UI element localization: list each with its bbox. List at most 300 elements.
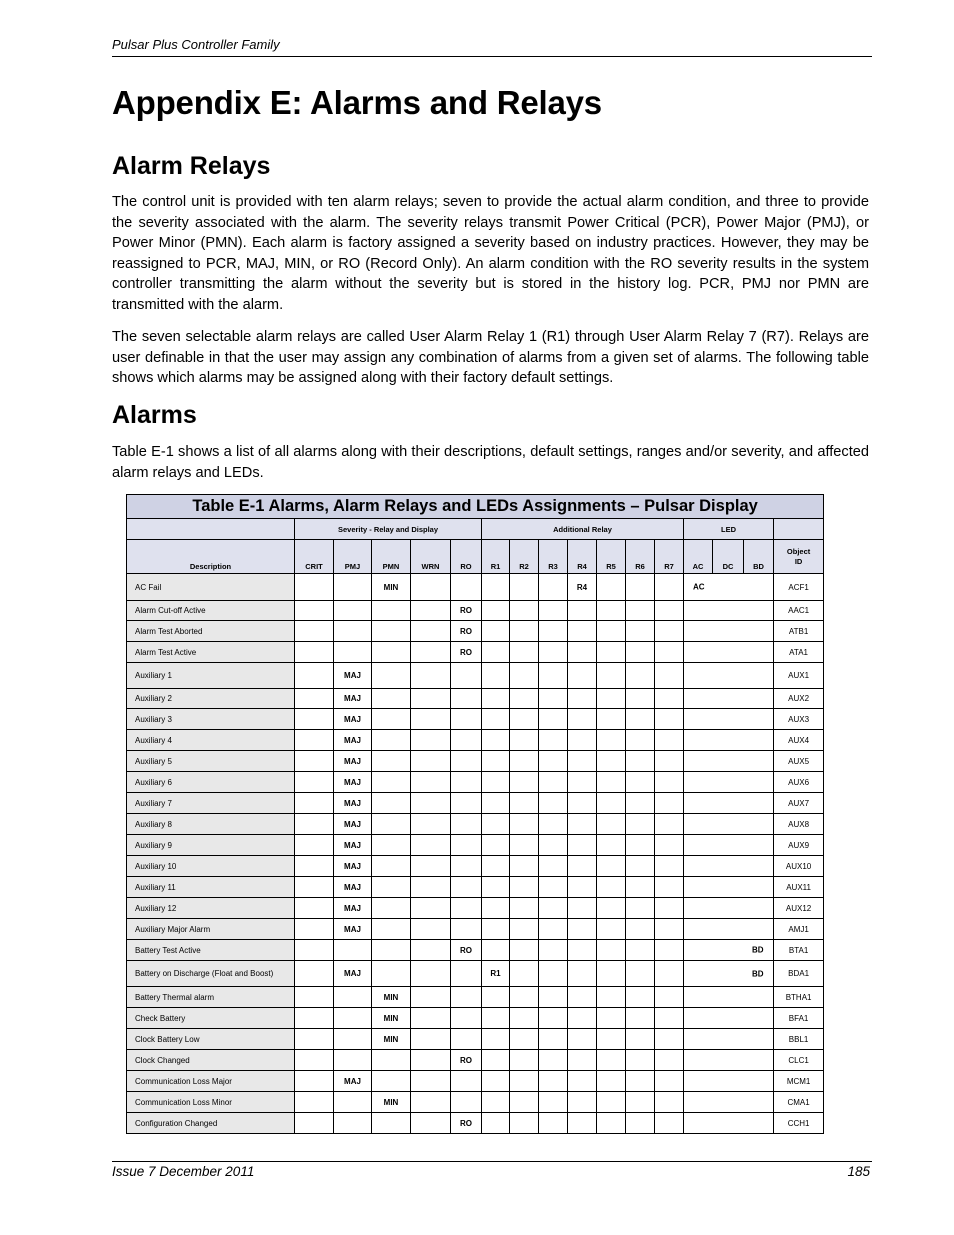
cell-r5 (597, 1050, 626, 1071)
cell-r4 (568, 663, 597, 689)
cell-r7 (655, 961, 684, 987)
cell-r4 (568, 621, 597, 642)
cell-pmj (334, 1113, 372, 1134)
cell-crit (295, 1008, 334, 1029)
cell-led (684, 663, 774, 689)
cell-r4 (568, 1113, 597, 1134)
cell-r2 (510, 1113, 539, 1134)
cell-r6 (626, 751, 655, 772)
cell-wrn (411, 621, 451, 642)
object-id: ATB1 (774, 621, 824, 642)
issue-date: Issue 7 December 2011 (112, 1164, 255, 1179)
cell-led (684, 919, 774, 940)
cell-crit (295, 814, 334, 835)
cell-led (684, 642, 774, 663)
alarms-paragraph: Table E-1 shows a list of all alarms along with their descriptions, default settings, ranges and/or severity, and affected alarm relays and LEDs. (112, 444, 869, 481)
cell-wrn (411, 1113, 451, 1134)
cell-crit (295, 751, 334, 772)
table-row (127, 1050, 824, 1071)
cell-pmn (372, 689, 411, 709)
cell-led (684, 601, 774, 621)
object-id: BDA1 (774, 961, 824, 987)
alarm-description: Clock Battery Low (127, 1029, 295, 1050)
cell-pmn: MIN (372, 1008, 411, 1029)
cell-r6 (626, 1113, 655, 1134)
cell-crit (295, 621, 334, 642)
cell-led (684, 877, 774, 898)
cell-pmj (334, 987, 372, 1008)
cell-ro (451, 898, 482, 919)
col-r7: R7 (655, 540, 684, 574)
cell-r1 (482, 940, 510, 961)
cell-r5 (597, 574, 626, 601)
cell-crit (295, 940, 334, 961)
alarm-description: Battery Test Active (127, 940, 295, 961)
cell-r3 (539, 751, 568, 772)
cell-ro (451, 877, 482, 898)
cell-wrn (411, 919, 451, 940)
cell-crit (295, 793, 334, 814)
cell-ro: RO (451, 1113, 482, 1134)
object-id: AUX8 (774, 814, 824, 835)
cell-led (684, 898, 774, 919)
col-pmn: PMN (372, 540, 411, 574)
cell-pmj (334, 1029, 372, 1050)
cell-r2 (510, 940, 539, 961)
cell-wrn (411, 961, 451, 987)
cell-r6 (626, 574, 655, 601)
cell-wrn (411, 1050, 451, 1071)
cell-crit (295, 663, 334, 689)
cell-led (684, 1113, 774, 1134)
cell-led (684, 772, 774, 793)
cell-ro (451, 961, 482, 987)
cell-r4 (568, 835, 597, 856)
cell-r5 (597, 1113, 626, 1134)
cell-r1: R1 (482, 961, 510, 987)
cell-r4 (568, 940, 597, 961)
alarm-description: Clock Changed (127, 1050, 295, 1071)
cell-r1 (482, 574, 510, 601)
cell-r4 (568, 1092, 597, 1113)
cell-r7 (655, 987, 684, 1008)
table-row (127, 663, 824, 689)
cell-pmn (372, 642, 411, 663)
cell-r3 (539, 856, 568, 877)
alarm-description: Auxiliary 4 (127, 730, 295, 751)
cell-pmj: MAJ (334, 1071, 372, 1092)
cell-ro (451, 1029, 482, 1050)
cell-r6 (626, 940, 655, 961)
cell-wrn (411, 835, 451, 856)
cell-wrn (411, 601, 451, 621)
page-header (112, 36, 872, 57)
led-group-header: LED (684, 519, 774, 540)
object-id: AAC1 (774, 601, 824, 621)
cell-r2 (510, 663, 539, 689)
cell-pmn (372, 1113, 411, 1134)
alarm-description: Auxiliary 12 (127, 898, 295, 919)
cell-r6 (626, 1008, 655, 1029)
cell-r7 (655, 642, 684, 663)
cell-ro (451, 663, 482, 689)
cell-ro (451, 856, 482, 877)
cell-ro (451, 1008, 482, 1029)
cell-r5 (597, 898, 626, 919)
cell-pmn (372, 940, 411, 961)
col-description: Description (127, 540, 295, 574)
table-row (127, 1008, 824, 1029)
cell-r3 (539, 1071, 568, 1092)
cell-r3 (539, 772, 568, 793)
col-r4: R4 (568, 540, 597, 574)
page-title: Appendix E: Alarms and Relays (112, 84, 602, 121)
cell-r1 (482, 1113, 510, 1134)
object-id: AUX6 (774, 772, 824, 793)
column-header-row (127, 540, 824, 574)
cell-ro (451, 814, 482, 835)
cell-pmj: MAJ (334, 919, 372, 940)
cell-r7 (655, 709, 684, 730)
cell-r4 (568, 772, 597, 793)
cell-r6 (626, 663, 655, 689)
cell-crit (295, 709, 334, 730)
cell-pmn (372, 751, 411, 772)
alarm-description: Communication Loss Major (127, 1071, 295, 1092)
severity-group-header: Severity - Relay and Display (295, 519, 482, 540)
relay-group-header: Additional Relay (482, 519, 684, 540)
cell-led (684, 574, 774, 601)
table-row (127, 601, 824, 621)
cell-pmj (334, 940, 372, 961)
cell-r5 (597, 709, 626, 730)
alarm-rows (127, 574, 824, 1134)
table-row (127, 1113, 824, 1134)
table-row (127, 1092, 824, 1113)
running-title: Pulsar Plus Controller Family (112, 37, 280, 52)
cell-r7 (655, 663, 684, 689)
cell-r4 (568, 751, 597, 772)
cell-r1 (482, 601, 510, 621)
cell-pmj (334, 1092, 372, 1113)
cell-r3 (539, 987, 568, 1008)
cell-crit (295, 730, 334, 751)
cell-r4 (568, 601, 597, 621)
cell-crit (295, 1029, 334, 1050)
cell-r6 (626, 877, 655, 898)
cell-ro (451, 987, 482, 1008)
table-row (127, 689, 824, 709)
col-wrn: WRN (411, 540, 451, 574)
object-id: CCH1 (774, 1113, 824, 1134)
cell-pmj: MAJ (334, 814, 372, 835)
cell-crit (295, 919, 334, 940)
cell-r2 (510, 730, 539, 751)
cell-r6 (626, 814, 655, 835)
cell-r1 (482, 814, 510, 835)
alarm-description: Auxiliary 8 (127, 814, 295, 835)
cell-pmj: MAJ (334, 751, 372, 772)
table-row (127, 877, 824, 898)
cell-r1 (482, 772, 510, 793)
table-row (127, 574, 824, 601)
cell-led (684, 987, 774, 1008)
alarm-description: Auxiliary 7 (127, 793, 295, 814)
cell-pmj: MAJ (334, 961, 372, 987)
cell-r5 (597, 856, 626, 877)
cell-r3 (539, 1092, 568, 1113)
cell-led (684, 1071, 774, 1092)
alarm-description: Auxiliary 10 (127, 856, 295, 877)
cell-crit (295, 772, 334, 793)
object-id: BTA1 (774, 940, 824, 961)
object-id: MCM1 (774, 1071, 824, 1092)
cell-r6 (626, 709, 655, 730)
cell-wrn (411, 856, 451, 877)
table-row (127, 730, 824, 751)
cell-ro (451, 730, 482, 751)
cell-ro (451, 793, 482, 814)
cell-r2 (510, 1092, 539, 1113)
cell-r2 (510, 689, 539, 709)
cell-led (684, 961, 774, 987)
cell-r6 (626, 987, 655, 1008)
cell-r4 (568, 730, 597, 751)
alarm-description: Auxiliary 11 (127, 877, 295, 898)
cell-crit (295, 898, 334, 919)
cell-r4 (568, 1029, 597, 1050)
cell-led (684, 751, 774, 772)
cell-pmj (334, 621, 372, 642)
cell-pmj: MAJ (334, 689, 372, 709)
cell-pmn (372, 663, 411, 689)
alarm-description: Configuration Changed (127, 1113, 295, 1134)
cell-wrn (411, 772, 451, 793)
cell-r5 (597, 1008, 626, 1029)
cell-pmj (334, 1050, 372, 1071)
cell-r5 (597, 730, 626, 751)
alarm-description: Battery on Discharge (Float and Boost) (127, 961, 295, 987)
col-r5: R5 (597, 540, 626, 574)
cell-pmn (372, 1050, 411, 1071)
cell-r2 (510, 987, 539, 1008)
col-object-id-line2: ID (794, 556, 803, 566)
cell-r7 (655, 940, 684, 961)
cell-r3 (539, 814, 568, 835)
object-id: BBL1 (774, 1029, 824, 1050)
table-row (127, 961, 824, 987)
cell-pmj: MAJ (334, 709, 372, 730)
cell-wrn (411, 940, 451, 961)
cell-led (684, 1050, 774, 1071)
col-ac: AC (684, 540, 713, 574)
cell-r7 (655, 1029, 684, 1050)
cell-r2 (510, 1071, 539, 1092)
cell-r5 (597, 814, 626, 835)
cell-pmn: MIN (372, 574, 411, 601)
cell-r5 (597, 1071, 626, 1092)
alarm-description: Auxiliary 1 (127, 663, 295, 689)
cell-wrn (411, 814, 451, 835)
object-id: CMA1 (774, 1092, 824, 1113)
cell-r6 (626, 621, 655, 642)
cell-pmj: MAJ (334, 730, 372, 751)
cell-led (684, 730, 774, 751)
cell-wrn (411, 1029, 451, 1050)
cell-r4 (568, 898, 597, 919)
alarm-description: Check Battery (127, 1008, 295, 1029)
alarm-description: Auxiliary 5 (127, 751, 295, 772)
cell-led (684, 689, 774, 709)
table-row (127, 919, 824, 940)
cell-r3 (539, 621, 568, 642)
table-row (127, 898, 824, 919)
cell-r2 (510, 621, 539, 642)
cell-crit (295, 835, 334, 856)
cell-r1 (482, 1092, 510, 1113)
cell-r6 (626, 1092, 655, 1113)
cell-r1 (482, 1008, 510, 1029)
cell-r1 (482, 621, 510, 642)
cell-pmn: MIN (372, 1029, 411, 1050)
table-row (127, 987, 824, 1008)
cell-r7 (655, 621, 684, 642)
cell-r5 (597, 987, 626, 1008)
cell-r1 (482, 1071, 510, 1092)
cell-r3 (539, 689, 568, 709)
cell-r3 (539, 961, 568, 987)
cell-led (684, 621, 774, 642)
led-bd: BD (752, 969, 764, 978)
cell-r1 (482, 835, 510, 856)
cell-r6 (626, 1029, 655, 1050)
cell-led (684, 793, 774, 814)
alarm-description: Auxiliary 2 (127, 689, 295, 709)
cell-r2 (510, 709, 539, 730)
cell-wrn (411, 1071, 451, 1092)
cell-r5 (597, 940, 626, 961)
alarm-description: Auxiliary Major Alarm (127, 919, 295, 940)
alarm-relays-paragraph-1: The control unit is provided with ten alarm relays; seven to provide the actual alarm condition, and three to provide the severity associated with the alarm. The severity relays transmit Power Critical (PCR), Power Major (PMJ), or Power Minor (PMN). Each alarm is factory assigned a severity based on industry practices. However, they may be reassigned to PCR, MAJ, MIN, or RO (Record Only). An alarm condition with the RO severity results in the system controller transmitting the alarm without the severity but is stored in the history log. PCR, PMJ nor PMN are transmitted with the alarm. (112, 194, 869, 313)
cell-led (684, 1029, 774, 1050)
cell-pmn: MIN (372, 1092, 411, 1113)
cell-pmn (372, 856, 411, 877)
alarm-description: Alarm Cut-off Active (127, 601, 295, 621)
cell-r5 (597, 961, 626, 987)
cell-pmn (372, 835, 411, 856)
table-row (127, 1029, 824, 1050)
cell-r3 (539, 642, 568, 663)
object-id: AUX7 (774, 793, 824, 814)
col-dc: DC (713, 540, 744, 574)
cell-r2 (510, 898, 539, 919)
object-id: AMJ1 (774, 919, 824, 940)
cell-r4 (568, 642, 597, 663)
cell-r2 (510, 601, 539, 621)
alarm-description: Auxiliary 9 (127, 835, 295, 856)
col-object-id-line1: Object (786, 546, 811, 556)
cell-r5 (597, 601, 626, 621)
cell-wrn (411, 1092, 451, 1113)
object-id: BFA1 (774, 1008, 824, 1029)
cell-ro (451, 1071, 482, 1092)
cell-r4 (568, 709, 597, 730)
cell-r3 (539, 730, 568, 751)
cell-r7 (655, 919, 684, 940)
cell-r3 (539, 1050, 568, 1071)
cell-r2 (510, 1029, 539, 1050)
cell-pmn (372, 772, 411, 793)
cell-r4 (568, 987, 597, 1008)
object-id: BTHA1 (774, 987, 824, 1008)
cell-r3 (539, 601, 568, 621)
cell-r2 (510, 574, 539, 601)
cell-r6 (626, 856, 655, 877)
cell-r4 (568, 1071, 597, 1092)
cell-r7 (655, 1092, 684, 1113)
object-id: AUX11 (774, 877, 824, 898)
cell-r7 (655, 835, 684, 856)
cell-wrn (411, 709, 451, 730)
cell-led (684, 856, 774, 877)
cell-pmn (372, 621, 411, 642)
object-id: ATA1 (774, 642, 824, 663)
table-row (127, 856, 824, 877)
table-title: Table E-1 Alarms, Alarm Relays and LEDs Assignments – Pulsar Display (127, 495, 824, 519)
cell-pmj (334, 601, 372, 621)
cell-pmn (372, 814, 411, 835)
cell-r2 (510, 835, 539, 856)
table-row (127, 1071, 824, 1092)
cell-r7 (655, 814, 684, 835)
cell-pmn (372, 709, 411, 730)
cell-pmn (372, 730, 411, 751)
cell-r3 (539, 877, 568, 898)
cell-crit (295, 877, 334, 898)
led-ac: AC (693, 582, 705, 592)
cell-r6 (626, 793, 655, 814)
cell-r5 (597, 751, 626, 772)
object-id: ACF1 (774, 574, 824, 601)
col-ro: RO (451, 540, 482, 574)
cell-r1 (482, 663, 510, 689)
cell-r1 (482, 1029, 510, 1050)
cell-pmn: MIN (372, 987, 411, 1008)
cell-pmj: MAJ (334, 856, 372, 877)
alarm-description: Alarm Test Active (127, 642, 295, 663)
object-id: AUX1 (774, 663, 824, 689)
cell-led (684, 709, 774, 730)
cell-r2 (510, 877, 539, 898)
cell-pmj: MAJ (334, 898, 372, 919)
cell-r2 (510, 751, 539, 772)
object-id: AUX4 (774, 730, 824, 751)
alarm-description: AC Fail (127, 574, 295, 601)
cell-ro (451, 751, 482, 772)
table-row (127, 835, 824, 856)
cell-r7 (655, 772, 684, 793)
cell-r7 (655, 689, 684, 709)
cell-r1 (482, 987, 510, 1008)
cell-r3 (539, 898, 568, 919)
cell-r1 (482, 751, 510, 772)
cell-r4 (568, 793, 597, 814)
object-id: AUX5 (774, 751, 824, 772)
cell-r5 (597, 835, 626, 856)
cell-r5 (597, 1029, 626, 1050)
cell-r5 (597, 877, 626, 898)
cell-wrn (411, 642, 451, 663)
